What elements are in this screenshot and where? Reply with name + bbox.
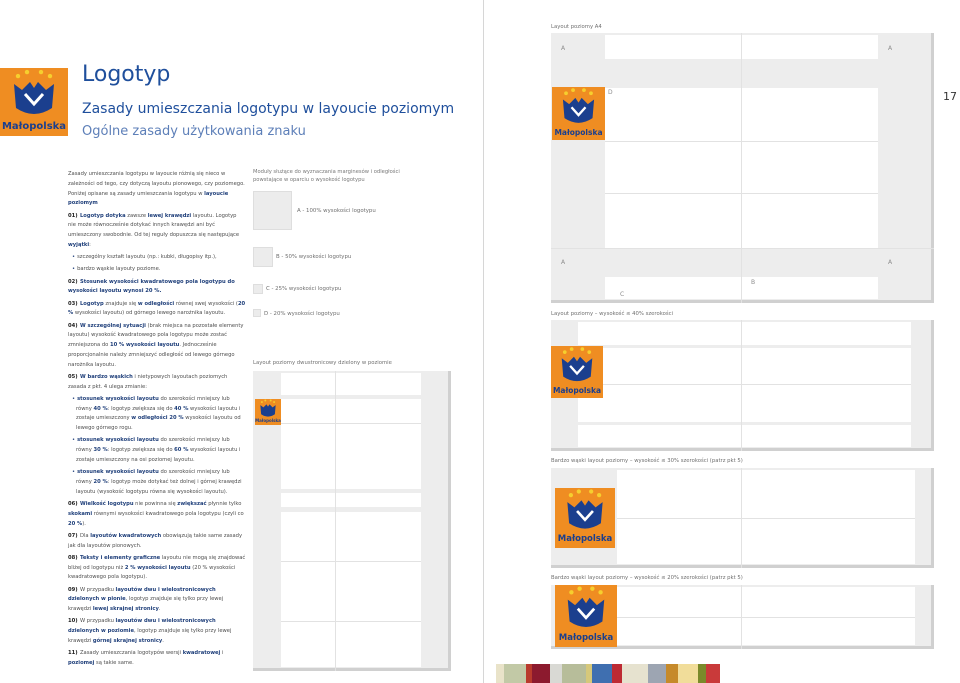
malopolska-logo <box>551 346 603 398</box>
rule-04: 04) W szczególnej sytuacji (brak miejsca na pozostałe elementy layoutu) wysokość kwadratowego pola logotypu może zostać zmniejszona do 10 % wysokości layoutu. Jednocześnie proporcjonalnie należy zmniejszyć odległość od lewego górnego narożnika layoutu. <box>68 322 244 368</box>
strip-swatch <box>622 664 648 683</box>
rule-10: 10) W przypadku layoutów dwu i wielostronicowych dzielonych w poziomie, logotyp znajduje się tylko przy lewej krawędzi górnej skrajnej stronicy. <box>68 618 232 644</box>
rule-05-bullet: • stosunek wysokości layoutu do szerokości mniejszy lub równy 30 %: logotyp zwiększa się do 60 % wysokości layoutu i zostaje umieszczony na osi poziomej layoutu. <box>68 436 246 465</box>
rule-05: 05) W bardzo wąskich i nietypowych layoutach poziomych zasada z pkt. 4 ulega zmianie: <box>68 373 228 390</box>
layout-40-diagram <box>551 320 934 451</box>
logo-wordmark: Małopolska <box>255 418 281 424</box>
margin-a-label: A <box>888 259 893 266</box>
margin-a-label: A <box>561 259 566 266</box>
crown-heart-icon <box>555 488 615 535</box>
logo-wordmark: Małopolska <box>554 127 603 137</box>
color-strip <box>496 664 720 683</box>
module-a-square <box>253 191 292 230</box>
strip-swatch <box>532 664 550 683</box>
malopolska-logo <box>0 68 68 136</box>
rule-08: 08) Teksty i elementy graficzne layoutu nie mogą się znajdować bliżej od logotypu niż 2 % wysokości layoutu (20 % wysokości kwadratowego pola logotypu). <box>68 554 246 581</box>
logo-wordmark: Małopolska <box>558 633 614 644</box>
module-d-square <box>253 309 261 317</box>
module-a-label: A - 100% wysokości logotypu <box>297 208 376 214</box>
module-c-square <box>253 284 263 294</box>
strip-swatch <box>496 664 504 683</box>
a4-layout-caption: Layout poziomy A4 <box>551 24 602 30</box>
logo-wordmark: Małopolska <box>557 534 613 545</box>
strip-swatch <box>504 664 526 683</box>
rule-01-bullet: • bardzo wąskie layouty poziome. <box>68 265 246 275</box>
strip-swatch <box>706 664 720 683</box>
crown-heart-icon <box>552 87 605 128</box>
rule-01-bullet: • szczególny kształt layoutu (np.: kubki, długopisy itp.), <box>68 253 246 263</box>
margin-a-label: A <box>888 45 893 52</box>
a4-layout-diagram <box>551 33 934 303</box>
malopolska-logo <box>255 399 281 425</box>
logo-wordmark: Małopolska <box>1 120 67 132</box>
margin-d-label: D <box>608 89 613 96</box>
modules-title: Moduły służące do wyznaczania marginesów i odległości powstające w oparciu o wysokość logotypu <box>253 169 400 183</box>
malopolska-logo <box>555 585 617 647</box>
strip-swatch <box>648 664 666 683</box>
layout-30-caption: Bardzo wąski layout poziomy – wysokość ≤ 30% szerokości (patrz pkt 5) <box>551 458 743 464</box>
page-number: 17 <box>943 90 957 103</box>
malopolska-logo <box>555 488 615 548</box>
rule-05-bullet: • stosunek wysokości layoutu do szerokości mniejszy lub równy 20 %: logotyp może dotykać też dolnej i górnej krawędzi layoutu (wysokość logotypu równa się wysokości layoutu). <box>68 468 246 497</box>
rules-text <box>68 170 246 671</box>
module-c-label: C - 25% wysokości logotypu <box>266 286 342 292</box>
layout-20-caption: Bardzo wąski layout poziomy – wysokość ≤ 20% szerokości (patrz pkt 5) <box>551 575 743 581</box>
intro-paragraph: Zasady umieszczania logotypu w layoucie różnią się nieco w zależności od tego, czy dotyczą layoutu pionowego, czy poziomego. Poniżej opisane są zasady umieszczania logotypu w layoucie poziomym <box>68 171 245 207</box>
rule-09: 09) W przypadku layoutów dwu i wielostronicowych dzielonych w pionie, logotyp znajduje się tylko przy lewej krawędzi lewej skrajnej stronicy. <box>68 586 224 613</box>
rule-05-bullet: • stosunek wysokości layoutu do szerokości mniejszy lub równy 40 %: logotyp zwiększa się do 40 % wysokości layoutu i zostaje umieszczony w odległości 20 % wysokości layoutu od lewego górnego rogu. <box>68 395 246 434</box>
module-b-square <box>253 247 273 267</box>
page-spine <box>483 0 484 683</box>
dual-layout-diagram <box>253 371 451 671</box>
layout-30-diagram <box>551 468 934 568</box>
malopolska-logo <box>552 87 605 140</box>
strip-swatch <box>562 664 586 683</box>
layout-40-caption: Layout poziomy – wysokość ≤ 40% szerokości <box>551 311 673 317</box>
strip-swatch <box>698 664 706 683</box>
rule-02: 02) Stosunek wysokości kwadratowego pola logotypu do wysokości layoutu wynosi 20 %. <box>68 278 235 295</box>
strip-swatch <box>612 664 622 683</box>
crown-heart-icon <box>551 346 603 387</box>
rule-07: 07) Dla layoutów kwadratowych obowiązują takie same zasady jak dla layoutów pionowych. <box>68 532 243 549</box>
margin-c-label: C <box>620 291 625 298</box>
strip-swatch <box>592 664 612 683</box>
logo-wordmark: Małopolska <box>552 385 602 395</box>
crown-heart-icon <box>255 399 281 419</box>
crown-heart-icon <box>0 68 68 121</box>
rule-06: 06) Wielkość logotypu nie powinna się zwiększać płynnie tylko skokami równymi wysokości kwadratowego pola logotypu (czyli co 20 %). <box>68 501 244 527</box>
rule-03: 03) Logotyp znajduje się w odległości równej swej wysokości (20 % wysokości layoutu) od górnego lewego narożnika layoutu. <box>68 300 246 317</box>
layout-20-diagram <box>551 585 934 649</box>
rule-11: 11) Zasady umieszczania logotypów wersji kwadratowej i poziomej są takie same. <box>68 650 224 666</box>
strip-swatch <box>678 664 698 683</box>
section-subtitle: Ogólne zasady użytkowania znaku <box>82 124 306 139</box>
crown-heart-icon <box>555 585 617 633</box>
module-b-label: B - 50% wysokości logotypu <box>276 254 352 260</box>
page-subtitle: Zasady umieszczania logotypu w layoucie poziomym <box>82 101 455 117</box>
page-title: Logotyp <box>82 62 171 87</box>
rule-01: 01) Logotyp dotyka zawsze lewej krawędzi layoutu. Logotyp nie może równocześnie dotykać innych krawędzi ani być umieszczony swobodnie. Od tej reguły dopuszcza się następujące wyjątki: <box>68 212 240 248</box>
module-d-label: D - 20% wysokości logotypu <box>264 311 340 317</box>
dual-layout-caption: Layout poziomy dwustronicowy dzielony w poziomie <box>253 360 392 366</box>
margin-b-label: B <box>751 279 756 286</box>
strip-swatch <box>550 664 562 683</box>
margin-a-label: A <box>561 45 566 52</box>
strip-swatch <box>666 664 678 683</box>
